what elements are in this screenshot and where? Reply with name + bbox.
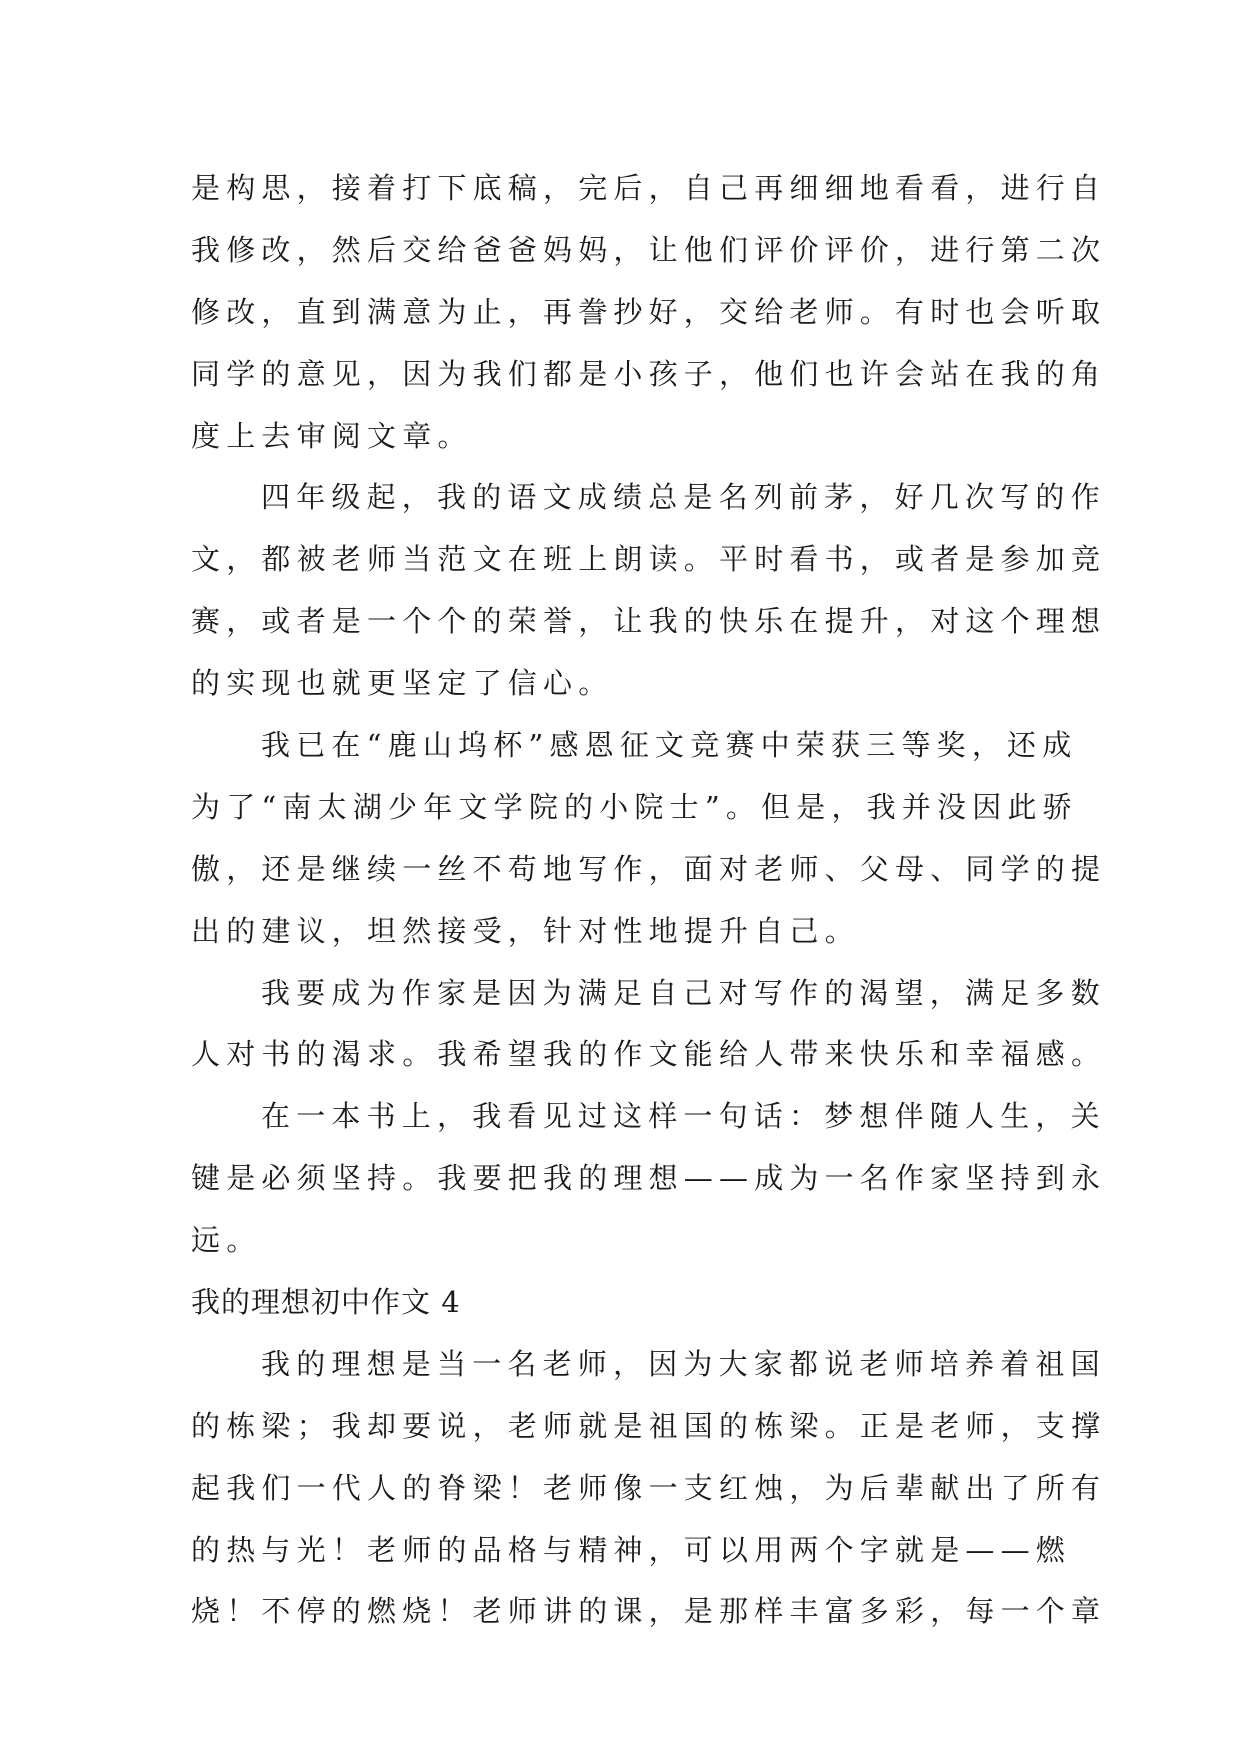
text-line: 是构思，接着打下底稿，完后，自己再细细地看看，进行自: [191, 171, 1107, 205]
paragraph-start-line: 我要成为作家是因为满足自己对写作的渴望，满足多数: [261, 975, 1106, 1010]
text-line: 键是必须坚持。我要把我的理想——成为一名作家坚持到永: [191, 1161, 1107, 1196]
text-line: 出的建议，坦然接受，针对性地提升自己。: [191, 913, 860, 948]
text-line: 修改，直到满意为止，再誊抄好，交给老师。有时也会听取: [191, 294, 1107, 329]
text-line: 傲，还是继续一丝不苟地写作，面对老师、父母、同学的提: [191, 851, 1107, 886]
essay-text: [191, 158, 1107, 1643]
text-line: 起我们一代人的脊梁！老师像一支红烛，为后辈献出了所有: [191, 1470, 1107, 1505]
text-line: 远。: [191, 1223, 262, 1258]
paragraph-start-line: 我已在“鹿山坞杯”感恩征文竞赛中荣获三等奖，还成: [261, 728, 1078, 763]
text-line: 同学的意见，因为我们都是小孩子，他们也许会站在我的角: [191, 356, 1107, 391]
text-line: 的热与光！老师的品格与精神，可以用两个字就是——燃: [191, 1532, 1072, 1567]
paragraph-start-line: 我的理想是当一名老师，因为大家都说老师培养着祖国: [261, 1346, 1106, 1381]
paragraph-start-line: 在一本书上，我看见过这样一句话：梦想伴随人生，关: [261, 1099, 1106, 1134]
text-line: 为了“南太湖少年文学院的小院士”。但是，我并没因此骄: [191, 789, 1078, 824]
text-line: 文，都被老师当范文在班上朗读。平时看书，或者是参加竞: [191, 542, 1107, 577]
section-heading: 我的理想初中作文 4: [191, 1285, 461, 1320]
paragraph-start-line: 四年级起，我的语文成绩总是名列前茅，好几次写的作: [261, 480, 1106, 515]
text-line: 人对书的渴求。我希望我的作文能给人带来快乐和幸福感。: [191, 1037, 1107, 1072]
text-line: 我修改，然后交给爸爸妈妈，让他们评价评价，进行第二次: [191, 232, 1107, 267]
text-line: 赛，或者是一个个的荣誉，让我的快乐在提升，对这个理想: [191, 604, 1107, 639]
text-line: 烧！不停的燃烧！老师讲的课，是那样丰富多彩，每一个章: [191, 1594, 1107, 1629]
text-line: 的栋梁；我却要说，老师就是祖国的栋梁。正是老师，支撑: [191, 1408, 1107, 1443]
text-line: 度上去审阅文章。: [191, 418, 473, 453]
text-line: 的实现也就更坚定了信心。: [191, 666, 614, 701]
